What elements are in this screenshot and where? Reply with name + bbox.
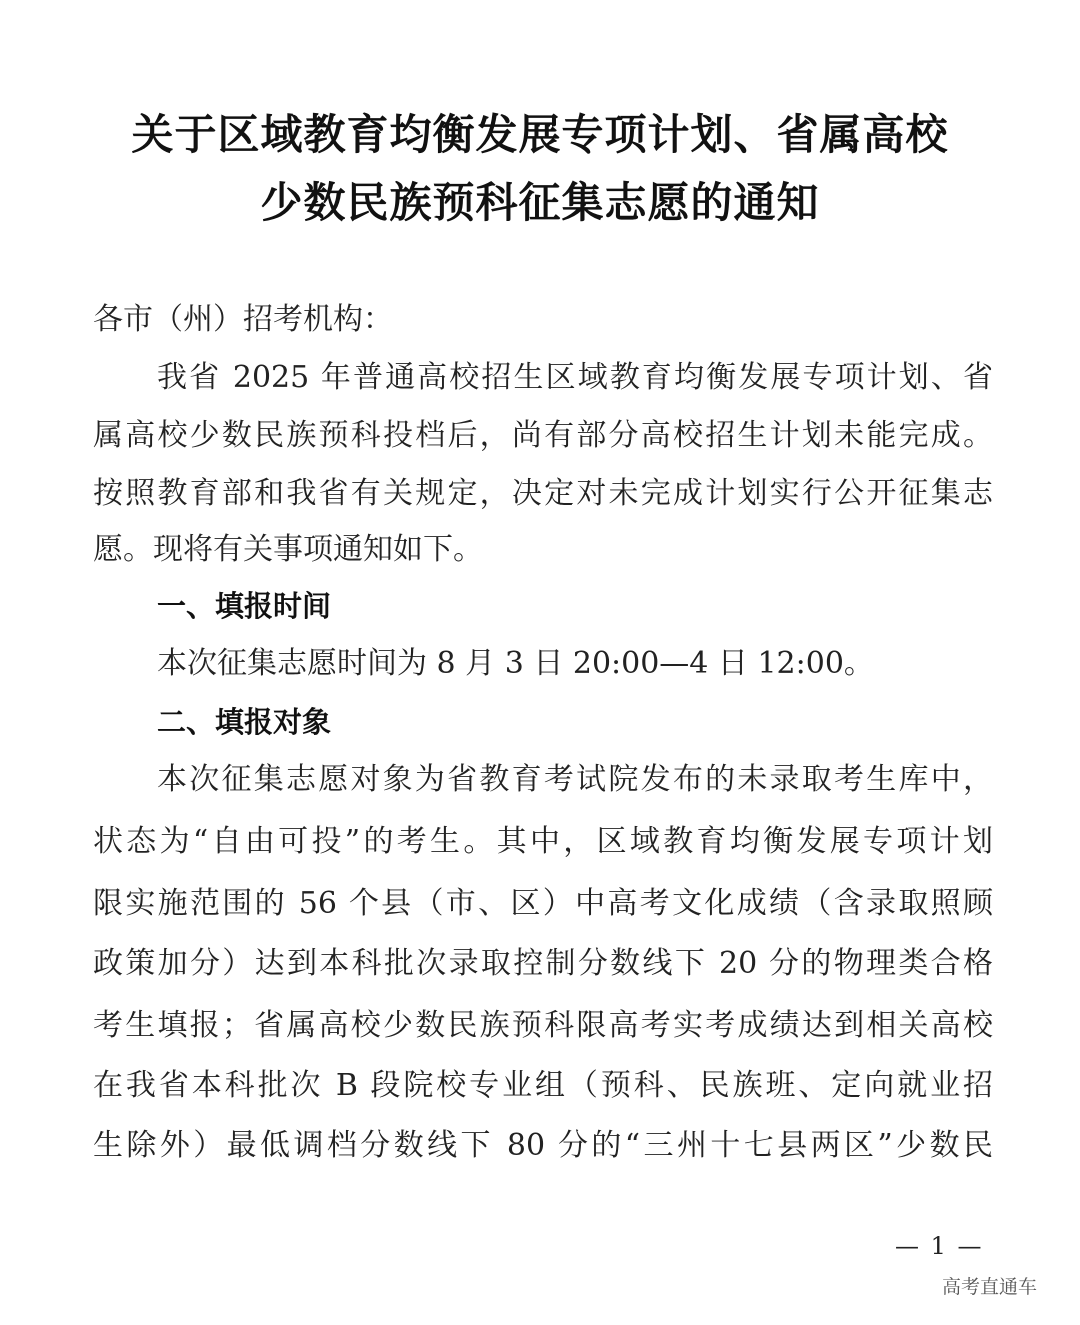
section-target-line-7: 生除外）最低调档分数线下 80 分的“三州十七县两区”少数民 <box>93 1128 993 1163</box>
intro-line-1: 我省 2025 年普通高校招生区域教育均衡发展专项计划、省 <box>157 360 993 395</box>
section-target-line-6: 在我省本科批次 B 段院校专业组（预科、民族班、定向就业招 <box>93 1068 993 1103</box>
section-target-line-5: 考生填报；省属高校少数民族预科限高考实考成绩达到相关高校 <box>93 1008 993 1043</box>
section-time-line-1: 本次征集志愿时间为 8 月 3 日 20:00—4 日 12:00。 <box>157 646 874 681</box>
page-number: — 1 — <box>895 1232 984 1260</box>
section-heading-target: 二、填报对象 <box>157 705 332 739</box>
intro-line-4: 愿。现将有关事项通知如下。 <box>93 532 483 567</box>
section-target-line-1: 本次征集志愿对象为省教育考试院发布的未录取考生库中， <box>157 762 993 797</box>
intro-line-2: 属高校少数民族预科投档后，尚有部分高校招生计划未能完成。 <box>93 418 993 453</box>
section-target-line-3: 限实施范围的 56 个县（市、区）中高考文化成绩（含录取照顾 <box>93 886 993 921</box>
section-target-line-2: 状态为“自由可投”的考生。其中，区域教育均衡发展专项计划 <box>93 824 993 859</box>
document-title-line-1: 关于区域教育均衡发展专项计划、省属高校 <box>131 110 949 159</box>
salutation: 各市（州）招考机构： <box>93 302 393 337</box>
document-title-line-2: 少数民族预科征集志愿的通知 <box>260 178 820 227</box>
intro-line-3: 按照教育部和我省有关规定，决定对未完成计划实行公开征集志 <box>93 476 993 511</box>
watermark-label: 高考直通车 <box>942 1276 1038 1298</box>
section-heading-time: 一、填报时间 <box>157 589 332 623</box>
section-target-line-4: 政策加分）达到本科批次录取控制分数线下 20 分的物理类合格 <box>93 946 993 981</box>
